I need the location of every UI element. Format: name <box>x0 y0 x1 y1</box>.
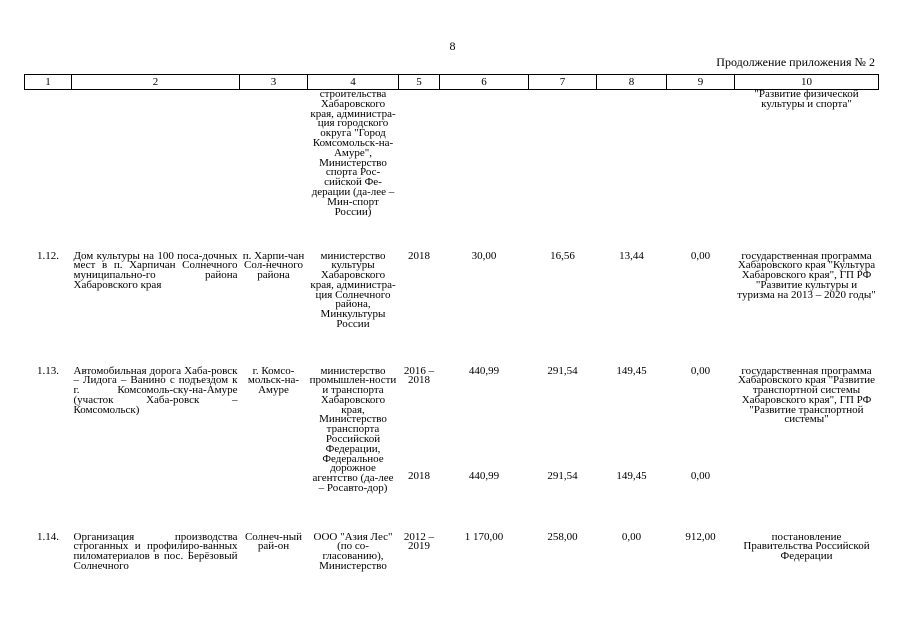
continuation-label: Продолжение приложения № 2 <box>716 55 875 69</box>
regional-funding <box>597 90 667 252</box>
implementation-years <box>399 90 440 252</box>
implementation-years: 2012 – 2019 <box>403 530 435 553</box>
years-sub: 2018 <box>408 470 430 483</box>
page-number: 8 <box>449 39 456 53</box>
total-funding: 30,00 <box>471 249 497 262</box>
total-sub: 440,99 <box>468 470 500 483</box>
regional-main: 149,45 <box>616 364 647 377</box>
column-header: 6 <box>440 75 529 90</box>
responsible-executor: ООО "Азия Лес" (по со-гласованию), Министерство <box>313 530 393 572</box>
column-header: 2 <box>72 75 240 90</box>
column-header: 5 <box>399 75 440 90</box>
row-number: 1.13. <box>37 364 59 377</box>
regional-funding: 13,44 <box>619 249 644 262</box>
other-funding: 0,00 <box>690 249 711 262</box>
federal-funding <box>529 364 597 533</box>
appendix-table <box>24 74 879 593</box>
responsible-executor: министерство промышлен-ности и транспорта Хабаровского края, Министерство транспорта Российской Федерации, Федеральное дорожное агентство (да-лее – Росавто-дор) <box>309 364 397 495</box>
other-sub: 0,00 <box>690 470 711 483</box>
table-row <box>25 252 879 367</box>
regional-funding: 0,00 <box>621 530 642 543</box>
column-header: 7 <box>529 75 597 90</box>
table-row <box>25 533 879 593</box>
other-funding <box>667 90 735 252</box>
row-number: 1.14. <box>37 530 59 543</box>
object-name: Организация производства строганных и профилиро-ванных пиломатериалов в пос. Берёзовый Солнечного <box>73 530 238 572</box>
responsible-executor: строительства Хабаровского края, администра-ция городского округа "Город Комсомольск-на-Амуре", Министерство спорта Рос-сийской Фе-дерации (да-лее – Мин-спорт России) <box>310 88 396 218</box>
total-funding <box>440 364 529 533</box>
row-number: 1.12. <box>37 249 59 262</box>
table-row <box>25 90 879 252</box>
regional-funding <box>597 364 667 533</box>
object-location: п. Харпи-чан Сол-нечного района <box>242 249 305 282</box>
federal-main: 291,54 <box>547 364 578 377</box>
total-funding: 1 170,00 <box>464 530 504 543</box>
program-reference: государственная программа Хабаровского края "Культура Хабаровского края", ГП РФ "Развитие культуры и туризма на 2013 – 2020 годы" <box>737 249 876 301</box>
total-main: 440,99 <box>468 364 500 377</box>
column-number-header <box>25 75 879 90</box>
regional-sub: 149,45 <box>616 470 647 483</box>
program-reference: государственная программа Хабаровского края "Развитие транспортной системы Хабаровского края", ГП РФ "Развитие транспортной системы" <box>737 364 876 426</box>
implementation-years <box>399 364 440 533</box>
federal-funding: 258,00 <box>547 530 578 543</box>
object-location <box>240 90 308 252</box>
row-number <box>25 90 72 252</box>
federal-funding: 16,56 <box>550 249 575 262</box>
program-reference: постановление Правительства Российской Федерации <box>743 530 870 563</box>
table-row <box>25 367 879 533</box>
years-main: 2016 – 2018 <box>403 364 435 387</box>
column-header: 8 <box>597 75 667 90</box>
column-header: 9 <box>667 75 735 90</box>
federal-sub: 291,54 <box>547 470 578 483</box>
column-header: 1 <box>25 75 72 90</box>
program-reference: "Развитие физической культуры и спорта" <box>754 88 859 110</box>
other-main: 0,00 <box>690 364 711 377</box>
object-name <box>72 90 240 252</box>
object-location: г. Комсо-мольск-на-Амуре <box>247 364 300 397</box>
column-header: 4 <box>308 75 399 90</box>
total-funding <box>440 90 529 252</box>
federal-funding <box>529 90 597 252</box>
responsible-executor: министерство культуры Хабаровского края, администра-ция Солнечного района, Минкультуры России <box>310 249 396 331</box>
column-header: 3 <box>240 75 308 90</box>
other-funding: 912,00 <box>685 530 716 543</box>
other-funding <box>667 364 735 533</box>
implementation-years: 2018 <box>408 249 430 262</box>
column-header: 10 <box>735 75 879 90</box>
object-name: Дом культуры на 100 поса-дочных мест в п. Харпичан Солнечного муниципально-го района Хабаровского края <box>73 249 238 291</box>
object-location: Солнеч-ный рай-он <box>244 530 303 553</box>
object-name: Автомобильная дорога Хаба-ровск – Лидога – Ванино с подъездом к г. Комсомоль-ску-на-Амуре (участок Хаба-ровск – Комсомольск) <box>73 364 238 416</box>
